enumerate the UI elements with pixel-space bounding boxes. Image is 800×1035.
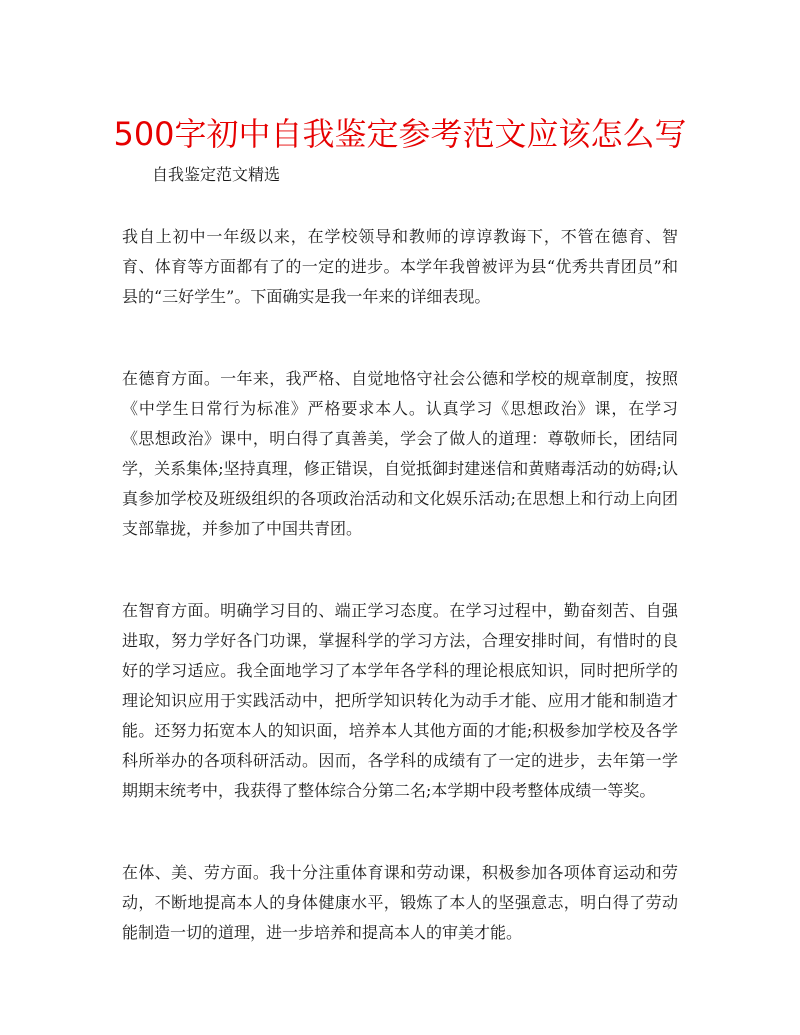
paragraph-intro: 我自上初中一年级以来，在学校领导和教师的谆谆教诲下，不管在德育、智育、体育等方面都有了的一定的进步。本学年我曾被评为县“优秀共青团员”和县的“三好学生”。下面确实是我一年来的详细表现。 bbox=[122, 227, 678, 306]
document-body bbox=[122, 222, 678, 1000]
document-subtitle: 自我鉴定范文精选 bbox=[152, 165, 281, 184]
paragraph-intellectual: 在智育方面。明确学习目的、端正学习态度。在学习过程中，勤奋刻苦、自强进取，努力学好各门功课，掌握科学的学习方法，合理安排时间，有惜时的良好的学习适应。我全面地学习了本学年各学科的理论根底知识，同时把所学的理论知识应用于实践活动中，把所学知识转化为动手才能、应用才能和制造才能。还努力拓宽本人的知识面，培养本人其他方面的才能;积极参加学校及各学科所举办的各项科研活动。因而，各学科的成绩有了一定的进步，去年第一学期期末统考中，我获得了整体综合分第二名;本学期中段考整体成绩一等奖。 bbox=[122, 601, 678, 800]
document-title: 500字初中自我鉴定参考范文应该怎么写 bbox=[113, 115, 687, 153]
paragraph-physical: 在体、美、劳方面。我十分注重体育课和劳动课，积极参加各项体育运动和劳动，不断地提高本人的身体健康水平，锻炼了本人的坚强意志，明白得了劳动能制造一切的道理，进一步培养和提高本人的审美才能。 bbox=[122, 863, 678, 942]
paragraph-moral: 在德育方面。一年来，我严格、自觉地恪守社会公德和学校的规章制度，按照《中学生日常行为标准》严格要求本人。认真学习《思想政治》课，在学习《思想政治》课中，明白得了真善美，学会了做人的道理：尊敬师长，团结同学，关系集体;坚持真理，修正错误，自觉抵御封建迷信和黄赌毒活动的妨碍;认真参加学校及班级组织的各项政治活动和文化娱乐活动;在思想上和行动上向团支部靠拢，并参加了中国共青团。 bbox=[122, 369, 678, 538]
